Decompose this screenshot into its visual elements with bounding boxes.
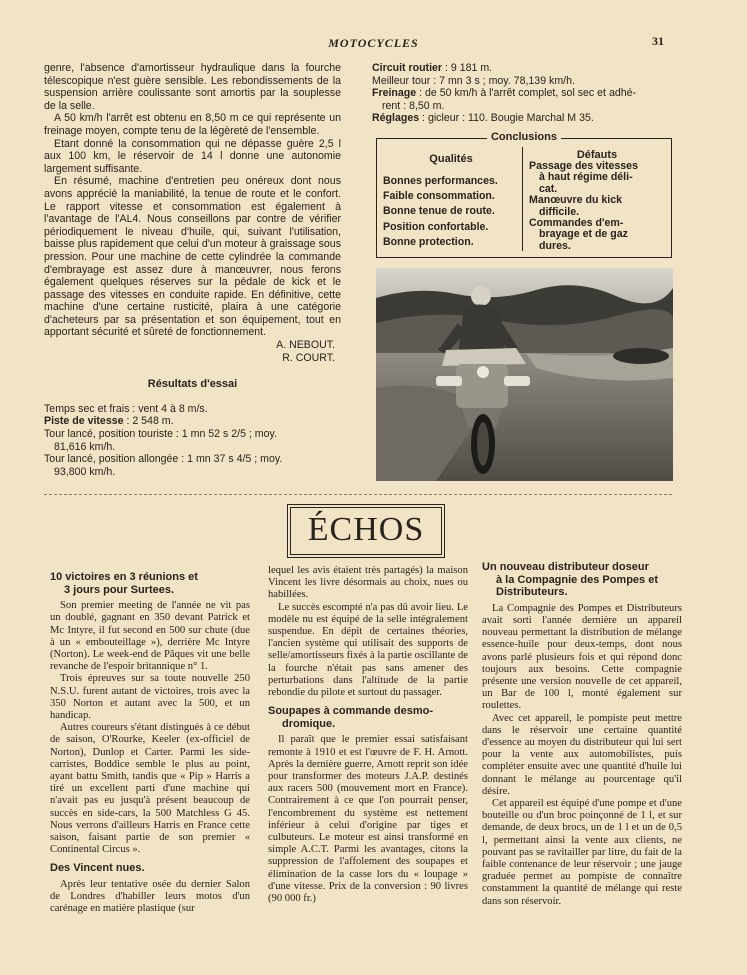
result-touring-lap: Tour lancé, position touriste : 1 mn 52 s 2/5 ; moy.: [44, 428, 277, 441]
spec-braking: [372, 87, 672, 100]
article-heading-surtees-line-2: 3 jours pour Surtees.: [64, 583, 175, 596]
article-paragraph: Cet appareil est équipé d'une pompe et d'une bouteille ou d'un broc poinçonné de 1 l, et sur demande, de deux brocs, un de 1 l et un de 0,5 l, permettant ainsi la vente aux clients, ne pouvant pas se ravitailler par litre, du fait de la faible contenance de leur réservoir ; une jauge graduée permet au pompiste de connaître constamment la quantité de mélange qui reste dans son réservoir.: [482, 798, 682, 907]
quality-item: Bonnes performances.: [383, 175, 498, 187]
result-prone-speed: 93,800 km/h.: [54, 465, 116, 478]
article-heading-distrib-line-1: Un nouveau distributeur doseur: [482, 561, 649, 573]
spec-braking-label: Freinage: [372, 87, 417, 100]
defect-item: Manœuvre du kick: [529, 194, 623, 207]
motorcycle-rider-illustration: [376, 268, 673, 481]
article-heading-desmo: [268, 705, 468, 730]
review-paragraph-2: A 50 km/h l'arrêt est obtenu en 8,50 m ce qui représente un freinage moyen, compte tenu de la légèreté de l'ensemble.: [44, 112, 341, 137]
conclusions-title: Conclusions: [487, 131, 561, 143]
article-paragraph: Il paraît que le premier essai satisfaisant remonte à 1910 et est l'œuvre de F. H. Arnott. Après la dernière guerre, Arnott reprit son idée pour transformer des moteurs J.A.P. destinés aux racers 500 (mouvement mort en France). Contrairement à ce que l'on pourrait penser, l'encombrement du système est nettement inférieur à celui d'origine par tiges et culbuteurs. Le moteur est ainsi transformé en simple A.C.T. Parmi les avantages, citons la suppression de l'affolement des soupapes et élimination de la casse lors du « loupage » d'une vitesse. Prix de la conversion : 90 livres (90 000 fr.): [268, 734, 468, 905]
defect-item: brayage et de gaz: [539, 228, 628, 241]
defect-item: dures.: [539, 239, 571, 252]
article-heading-distrib-line-2: à la Compagnie des Pompes et: [496, 573, 658, 586]
article-paragraph: lequel les avis étaient très partagés) la maison Vincent les livre désormais au choix, nues ou habillées.: [268, 565, 468, 601]
conclusions-box: [376, 131, 672, 258]
spec-braking-value-2: rent : 8,50 m.: [382, 99, 445, 112]
result-track: [44, 415, 341, 428]
results-heading: Résultats d'essai: [147, 378, 238, 391]
section-divider: [44, 494, 672, 495]
page-number: 31: [652, 34, 664, 48]
article-paragraph: Avec cet appareil, le pompiste peut mettre dans le réservoir une certaine quantité d'essence au moyen du distributeur qui lui sert pour la vente aux automobilistes, puis compléter ensuite avec une quantité d'huile lui donnant le mélange au pourcentage qu'il désire.: [482, 712, 682, 797]
defect-item: Passage des vitesses: [529, 160, 638, 172]
article-heading-distributeur: [482, 561, 682, 599]
author-signature-1: A. NEBOUT.: [276, 339, 335, 352]
result-track-value: : 2 548 m.: [123, 415, 174, 428]
author-signature-2: R. COURT.: [282, 351, 335, 364]
spec-circuit: [372, 62, 672, 75]
defects-heading: Défauts: [576, 149, 618, 161]
article-paragraph: Le succès escompté n'a pas dû avoir lieu. Le modèle nu est équipé de la selle intégralement suspendue. En dépit de certaines théories, l'ancien système qui utilisait des supports de selle/amortisseurs fixés à la partie oscillante de la fourche n'était pas sans amener des perturbations dans l'altitude de la partie rebondie du pilote et surtout du passager.: [268, 601, 468, 699]
motorcycle-rider-photo: [376, 268, 673, 481]
article-paragraph: Autres coureurs s'étant distingués à ce début de saison, O'Rourke, Keeler (ex-officiel de Norton), Dunlop et Carter. Parmi les side-carristes, Boddice semble le plus au point, ayant battu Smith, tandis que « Pip » Harris a tiré un excellent parti d'une machine qui n'avait pas eu jusqu'à présent beaucoup de succès en side-cars, la 500 Matchless G 45. Nous verrons d'ailleurs Harris en France cette saison, faisant partie de son premier « Continental Circus ».: [50, 722, 250, 856]
running-title: MOTOCYCLES: [328, 36, 419, 50]
result-prone-lap: Tour lancé, position allongée : 1 mn 37 s 4/5 ; moy.: [44, 453, 283, 466]
spec-settings: [372, 112, 672, 125]
article-paragraph: Après leur tentative osée du dernier Salon de Londres d'habiller leurs motos d'un carénage en matière plastique (sur: [50, 879, 250, 915]
specs-block: [372, 62, 672, 125]
result-touring-speed: 81,616 km/h.: [54, 440, 116, 453]
qualities-list: [383, 153, 519, 250]
conclusions-divider: [522, 147, 523, 251]
spec-best-lap: Meilleur tour : 7 mn 3 s ; moy. 78,139 km/h.: [372, 74, 575, 87]
review-paragraph-4: En résumé, machine d'entretien peu onéreux dont nous avons apprécié la maniabilité, la tenue de route et le confort. Le rapport vitesse et consommation est également à l'avantage de l'AL4. Nous conseillons par contre de vérifier périodiquement le niveau d'huile, qui, suivant l'utilisation, baisse plus rapidement que celui d'un moteur à graissage sous pression. Pour une machine de cette cylindrée la commande d'embrayage est assez dure à manœuvrer, nous ferons également quelques réserves sur la pédale de kick et le passage des vitesses en conduite rapide. En définitive, cette machine d'une certaine rusticité, plaira à une catégorie d'acheteurs par sa présentation et son équipement, tout en apportant sécurité et sûreté de fonctionnement.: [44, 175, 341, 339]
defect-item: cat.: [539, 182, 558, 195]
quality-item: Bonne protection.: [383, 235, 474, 248]
quality-item: Faible consommation.: [383, 190, 495, 203]
review-paragraph-1: genre, l'absence d'amortisseur hydraulique dans la fourche télescopique n'est guère sensible. Les rebondissements de la suspension arrière coulissante sont amortis par la souplesse de la selle.: [44, 62, 341, 112]
qualities-heading: Qualités: [429, 153, 473, 165]
article-paragraph: Son premier meeting de l'année ne vit pas un doublé, gagnant en 350 devant Patrick et Mc Intyre, il fut second en 500 sur chute (due à un « embouteillage »), derrière Mc Intyre (Norton). Le week-end de Pâques vit une belle revanche de l'espoir britannique n° 1.: [50, 600, 250, 673]
article-heading-surtees-line-1: 10 victoires en 3 réunions et: [50, 571, 198, 583]
article-heading-vincent: Des Vincent nues.: [50, 862, 145, 875]
review-column: [44, 62, 341, 478]
article-paragraph: Trois épreuves sur sa toute nouvelle 250 N.S.U. furent autant de victoires, trois avec la 350 Norton et autant avec la 500, et un handicap.: [50, 673, 250, 722]
result-track-label: Piste de vitesse: [44, 415, 124, 428]
quality-item: Position confortable.: [383, 220, 489, 233]
article-heading-desmo-line-1: Soupapes à commande desmo-: [268, 705, 434, 718]
echos-column-1: [50, 565, 250, 916]
spec-braking-value: : de 50 km/h à l'arrêt complet, sol sec et adhé-: [416, 87, 637, 100]
spec-settings-value: : gicleur : 110. Bougie Marchal M 35.: [419, 112, 594, 125]
result-weather: Temps sec et frais : vent 4 à 8 m/s.: [44, 402, 208, 415]
echos-column-2: [268, 565, 468, 905]
article-heading-surtees: [50, 571, 250, 596]
defect-item: Commandes d'em-: [529, 217, 624, 230]
defects-list: [529, 149, 665, 252]
defect-item: difficile.: [539, 205, 580, 218]
spec-circuit-label: Circuit routier: [372, 62, 443, 74]
article-paragraph: La Compagnie des Pompes et Distributeurs avait sorti l'année dernière un appareil nouveau permettant la distribution de mélange essence-huile pour deux-temps, dont nous avons parlé plusieurs fois et qui répond donc toujours aux besoins. Cette compagnie présente une version nouvelle de cet appareil, un Bar de 100 l, monté également sur roulettes.: [482, 602, 682, 712]
article-heading-desmo-line-2: dromique.: [282, 717, 336, 730]
spec-settings-label: Réglages: [372, 112, 420, 125]
echos-banner: ÉCHOS: [290, 507, 442, 555]
spec-circuit-value: : 9 181 m.: [442, 62, 493, 74]
defect-item: à haut régime déli-: [539, 171, 633, 184]
article-heading-distrib-line-3: Distributeurs.: [496, 586, 568, 599]
review-paragraph-3: Etant donné la consommation qui ne dépasse guère 2,5 l aux 100 km, le réservoir de 14 l donne une autonomie largement suffisante.: [44, 137, 341, 175]
quality-item: Bonne tenue de route.: [383, 205, 495, 218]
echos-column-3: [482, 561, 682, 908]
